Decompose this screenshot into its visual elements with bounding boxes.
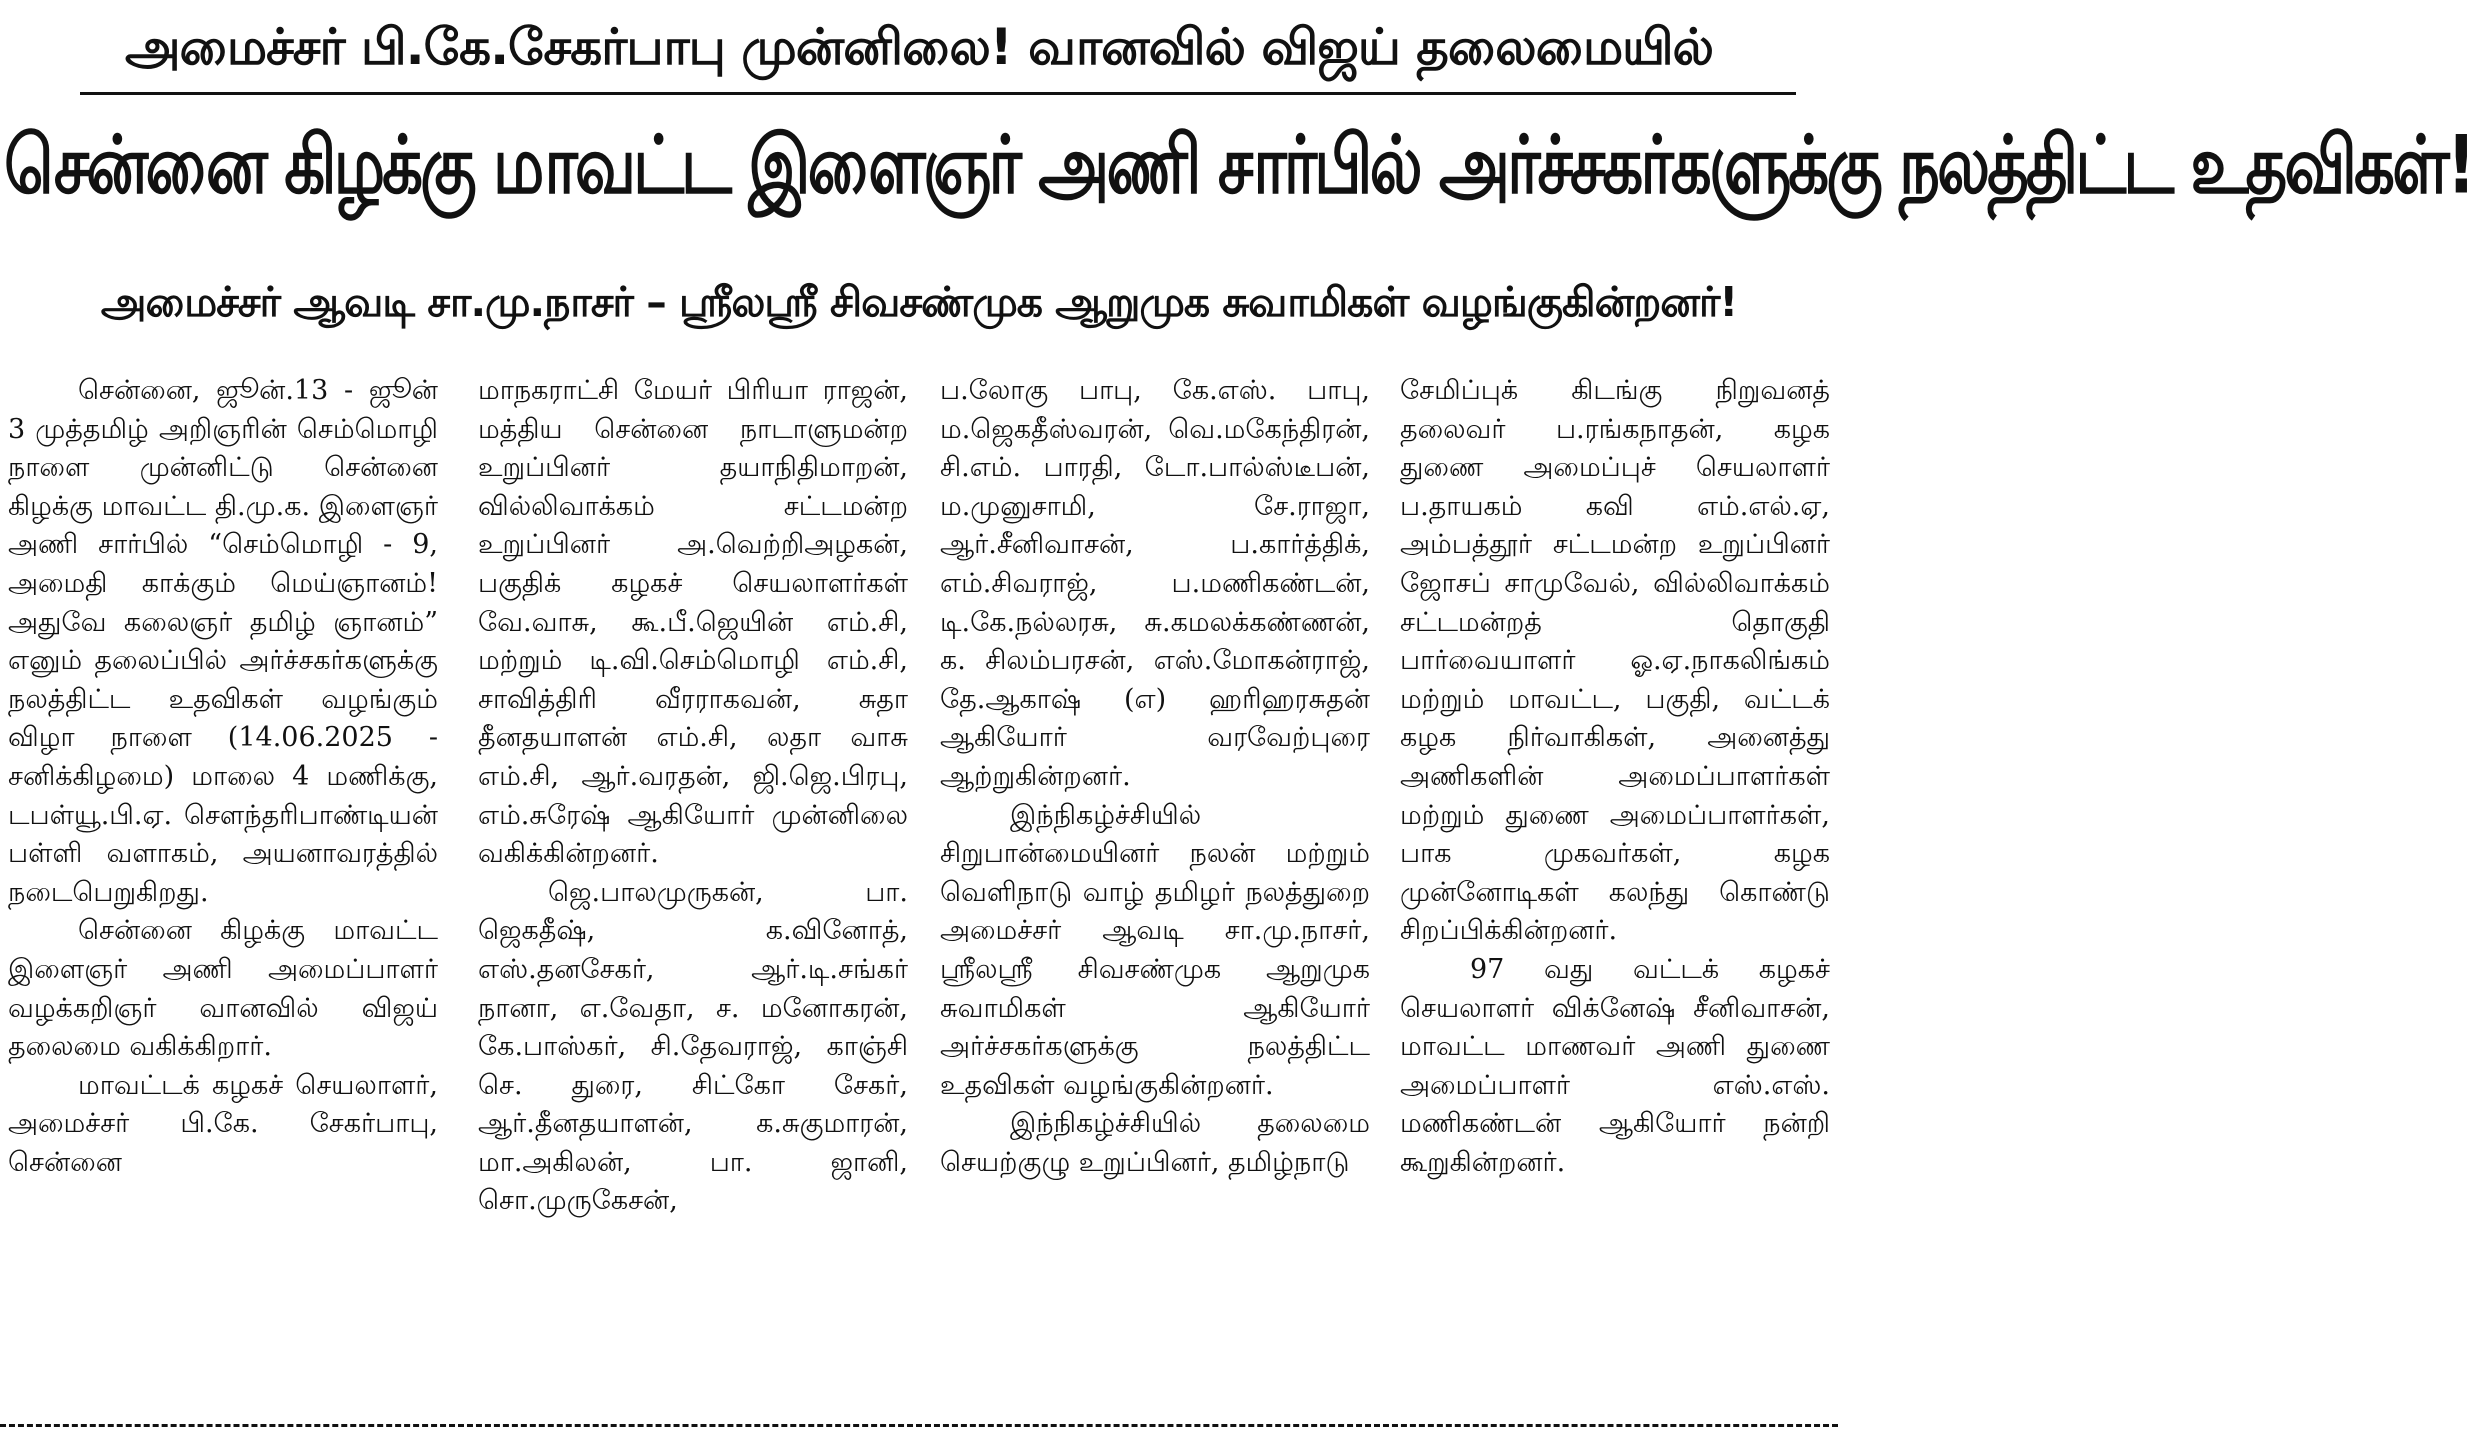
paragraph: 97 வது வட்டக் கழகச் செயலாளர் விக்னேஷ் சீனிவாசன், மாவட்ட மாணவர் அணி துணை அமைப்பாளர் எஸ்.எஸ். மணிகண்டன் ஆகியோர் நன்றி கூறுகின்றனர். <box>1400 953 1830 1178</box>
article-column-2 <box>478 372 908 1402</box>
paragraph: சென்னை கிழக்கு மாவட்ட இளைஞர் அணி அமைப்பாளர் வழக்கறிஞர் வானவில் விஜய் தலைமை வகிக்கிறார். <box>8 915 438 1063</box>
article-body <box>8 372 1830 1402</box>
dashed-cut-line <box>0 1424 1838 1427</box>
sub-headline: அமைச்சர் ஆவடி சா.மு.நாசர் – ஸ்ரீலஸ்ரீ சிவசண்முக ஆறுமுக சுவாமிகள் வழங்குகின்றனர்! <box>100 278 1738 326</box>
article-column-1 <box>8 372 438 1402</box>
paragraph: ப.லோகு பாபு, கே.எஸ். பாபு, ம.ஜெகதீஸ்வரன், வெ.மகேந்திரன், சி.எம். பாரதி, டோ.பால்ஸ்டீபன், ம.முனுசாமி, சே.ராஜா, ஆர்.சீனிவாசன், ப.கார்த்திக், எம்.சிவராஜ், ப.மணிகண்டன், டி.கே.நல்லரசு, சு.கமலக்கண்ணன், க. சிலம்பரசன், எஸ்.மோகன்ராஜ், தே.ஆகாஷ் (எ) ஹரிஹரசுதன் ஆகியோர் வரவேற்புரை ஆற்றுகின்றனர். <box>940 375 1370 792</box>
kicker-headline: அமைச்சர் பி.கே.சேகர்பாபு முன்னிலை! வானவில் விஜய் தலைமையில் <box>124 18 1714 76</box>
main-headline: சென்னை கிழக்கு மாவட்ட இளைஞர் அணி சார்பில் அர்ச்சகர்களுக்கு நலத்திட்ட உதவிகள்! <box>4 119 2473 213</box>
paragraph: சேமிப்புக் கிடங்கு நிறுவனத் தலைவர் ப.ரங்கநாதன், கழக துணை அமைப்புச் செயலாளர் ப.தாயகம் கவி எம்.எல்.ஏ, அம்பத்தூர் சட்டமன்ற உறுப்பினர் ஜோசப் சாமுவேல், வில்லிவாக்கம் சட்டமன்றத் தொகுதி பார்வையாளர் ஓ.ஏ.நாகலிங்கம் மற்றும் மாவட்ட, பகுதி, வட்டக் கழக நிர்வாகிகள், அனைத்து அணிகளின் அமைப்பாளர்கள் மற்றும் துணை அமைப்பாளர்கள், பாக முகவர்கள், கழக முன்னோடிகள் கலந்து கொண்டு சிறப்பிக்கின்றனர். <box>1400 375 1830 947</box>
paragraph: மாநகராட்சி மேயர் பிரியா ராஜன், மத்திய சென்னை நாடாளுமன்ற உறுப்பினர் தயாநிதிமாறன், வில்லிவாக்கம் சட்டமன்ற உறுப்பினர் அ.வெற்றிஅழகன், பகுதிக் கழகச் செயலாளர்கள் வே.வாசு, கூ.பீ.ஜெயின் எம்.சி, மற்றும் டி.வி.செம்மொழி எம்.சி, சாவித்திரி வீரராகவன், சுதா தீனதயாளன் எம்.சி, லதா வாசு எம்.சி, ஆர்.வரதன், ஜி.ஜெ.பிரபு, எம்.சுரேஷ் ஆகியோர் முன்னிலை வகிக்கின்றனர். <box>478 375 908 870</box>
article-column-4 <box>1400 372 1830 1402</box>
paragraph: சென்னை, ஜூன்.13 - ஜூன் 3 முத்தமிழ் அறிஞரின் செம்மொழி நாளை முன்னிட்டு சென்னை கிழக்கு மாவட்ட தி.மு.க. இளைஞர் அணி சார்பில் “செம்மொழி - 9, அமைதி காக்கும் மெய்ஞானம்! அதுவே கலைஞர் தமிழ் ஞானம்” எனும் தலைப்பில் அர்ச்சகர்களுக்கு நலத்திட்ட உதவிகள் வழங்கும் விழா நாளை (14.06.2025 - சனிக்கிழமை) மாலை 4 மணிக்கு, டபள்யூ.பி.ஏ. சௌந்தரிபாண்டியன் பள்ளி வளாகம், அயனாவரத்தில் நடைபெறுகிறது. <box>8 375 438 908</box>
article-column-3 <box>940 372 1370 1402</box>
paragraph: இந்நிகழ்ச்சியில் சிறுபான்மையினர் நலன் மற்றும் வெளிநாடு வாழ் தமிழர் நலத்துறை அமைச்சர் ஆவடி சா.மு.நாசர், ஸ்ரீலஸ்ரீ சிவசண்முக ஆறுமுக சுவாமிகள் ஆகியோர் அர்ச்சகர்களுக்கு நலத்திட்ட உதவிகள் வழங்குகின்றனர். <box>940 799 1370 1101</box>
paragraph: இந்நிகழ்ச்சியில் தலைமை செயற்குழு உறுப்பினர், தமிழ்நாடு <box>940 1108 1370 1178</box>
paragraph: ஜெ.பாலமுருகன், பா. ஜெகதீஷ், க.வினோத், எஸ்.தனசேகர், ஆர்.டி.சங்கர் நானா, எ.வேதா, ச. மனோகரன், கே.பாஸ்கர், சி.தேவராஜ், காஞ்சி செ. துரை, சிட்கோ சேகர், ஆர்.தீனதயாளன், க.சுகுமாரன், மா.அகிலன், பா. ஜானி, சொ.முருகேசன், <box>478 876 908 1217</box>
paragraph: மாவட்டக் கழகச் செயலாளர், அமைச்சர் பி.கே. சேகர்பாபு, சென்னை <box>8 1069 438 1178</box>
